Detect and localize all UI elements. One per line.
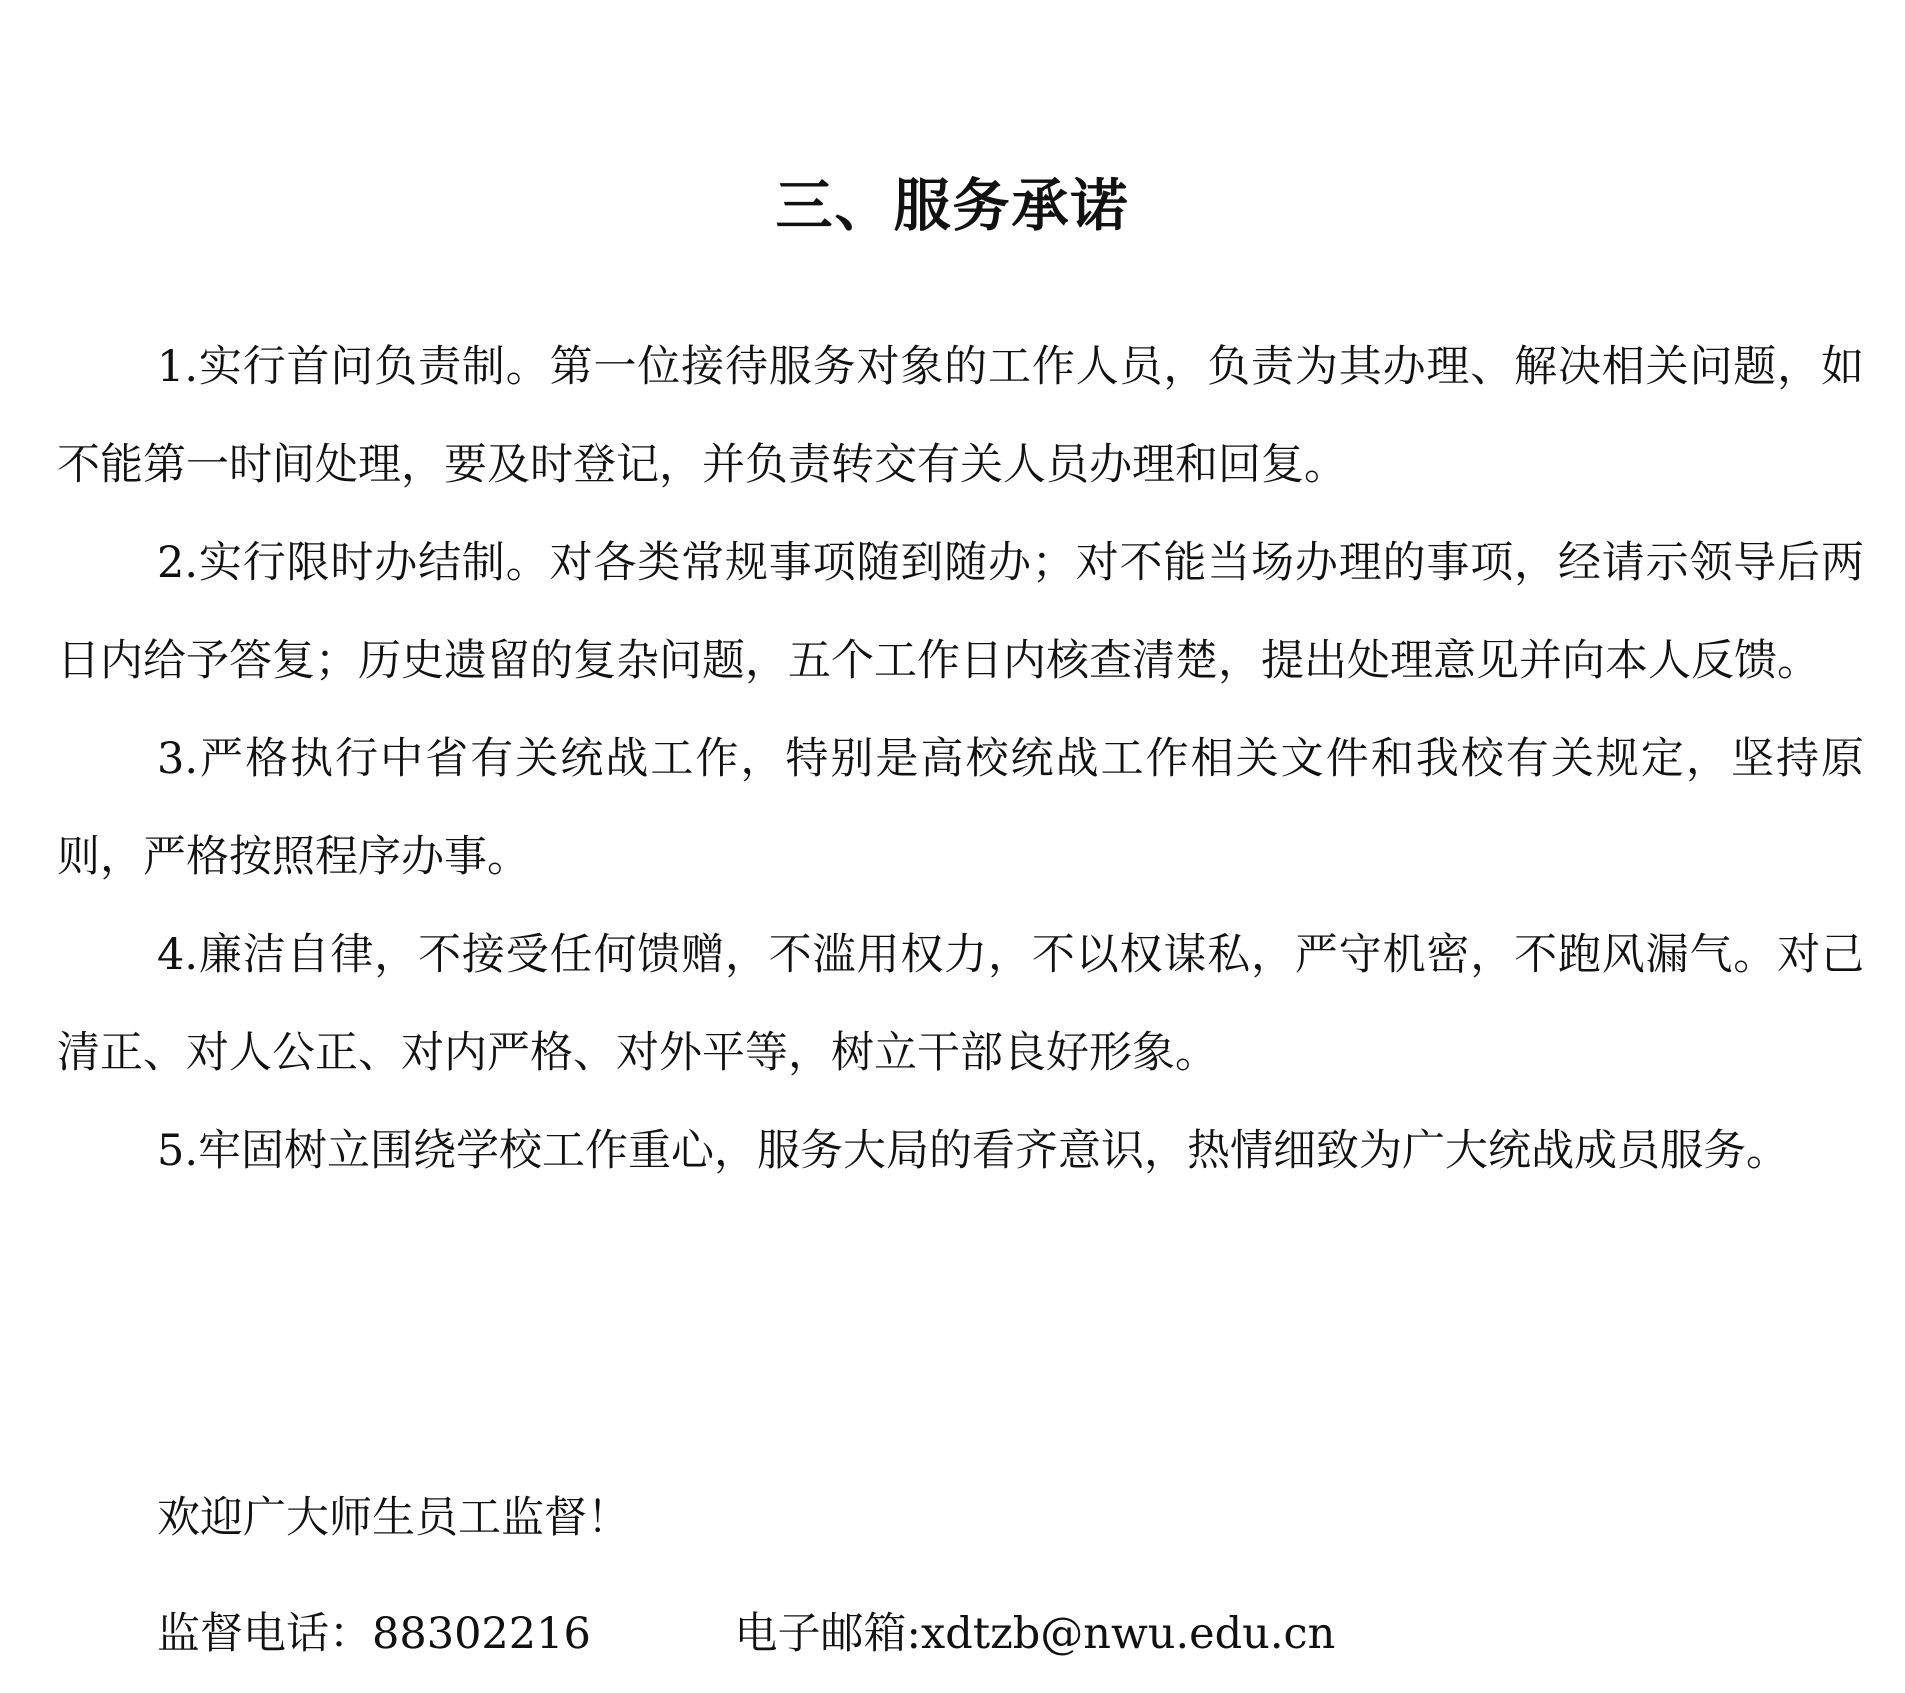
commitment-paragraph-2: 2.实行限时办结制。对各类常规事项随到随办；对不能当场办理的事项，经请示领导后两日内给予答复；历史遗留的复杂问题，五个工作日内核查清楚，提出处理意见并向本人反馈。 <box>57 538 1864 686</box>
commitment-paragraph-3: 3.严格执行中省有关统战工作，特别是高校统战工作相关文件和我校有关规定，坚持原则，严格按照程序办事。 <box>57 734 1864 882</box>
commitment-paragraph-4: 4.廉洁自律，不接受任何馈赠，不滥用权力，不以权谋私，严守机密，不跑风漏气。对己清正、对人公正、对内严格、对外平等，树立干部良好形象。 <box>57 930 1864 1078</box>
email-address: xdtzb@nwu.edu.cn <box>921 1609 1336 1659</box>
phone-label: 监督电话： <box>157 1609 372 1659</box>
commitment-paragraph-1: 1.实行首问负责制。第一位接待服务对象的工作人员，负责为其办理、解决相关问题，如不能第一时间处理，要及时登记，并负责转交有关人员办理和回复。 <box>57 342 1864 490</box>
document-title: 三、服务承诺 <box>775 173 1130 239</box>
commitment-list <box>57 318 1864 1200</box>
contact-line <box>157 1576 1857 1692</box>
commitment-paragraph-5: 5.牢固树立围绕学校工作重心，服务大局的看齐意识，热情细致为广大统战成员服务。 <box>157 1126 1790 1176</box>
email-label: 电子邮箱: <box>734 1609 922 1659</box>
supervision-footer <box>157 1460 1857 1692</box>
phone-number: 88302216 <box>372 1609 591 1659</box>
welcome-line: 欢迎广大师生员工监督！ <box>157 1493 630 1543</box>
email-block <box>735 1576 1336 1692</box>
